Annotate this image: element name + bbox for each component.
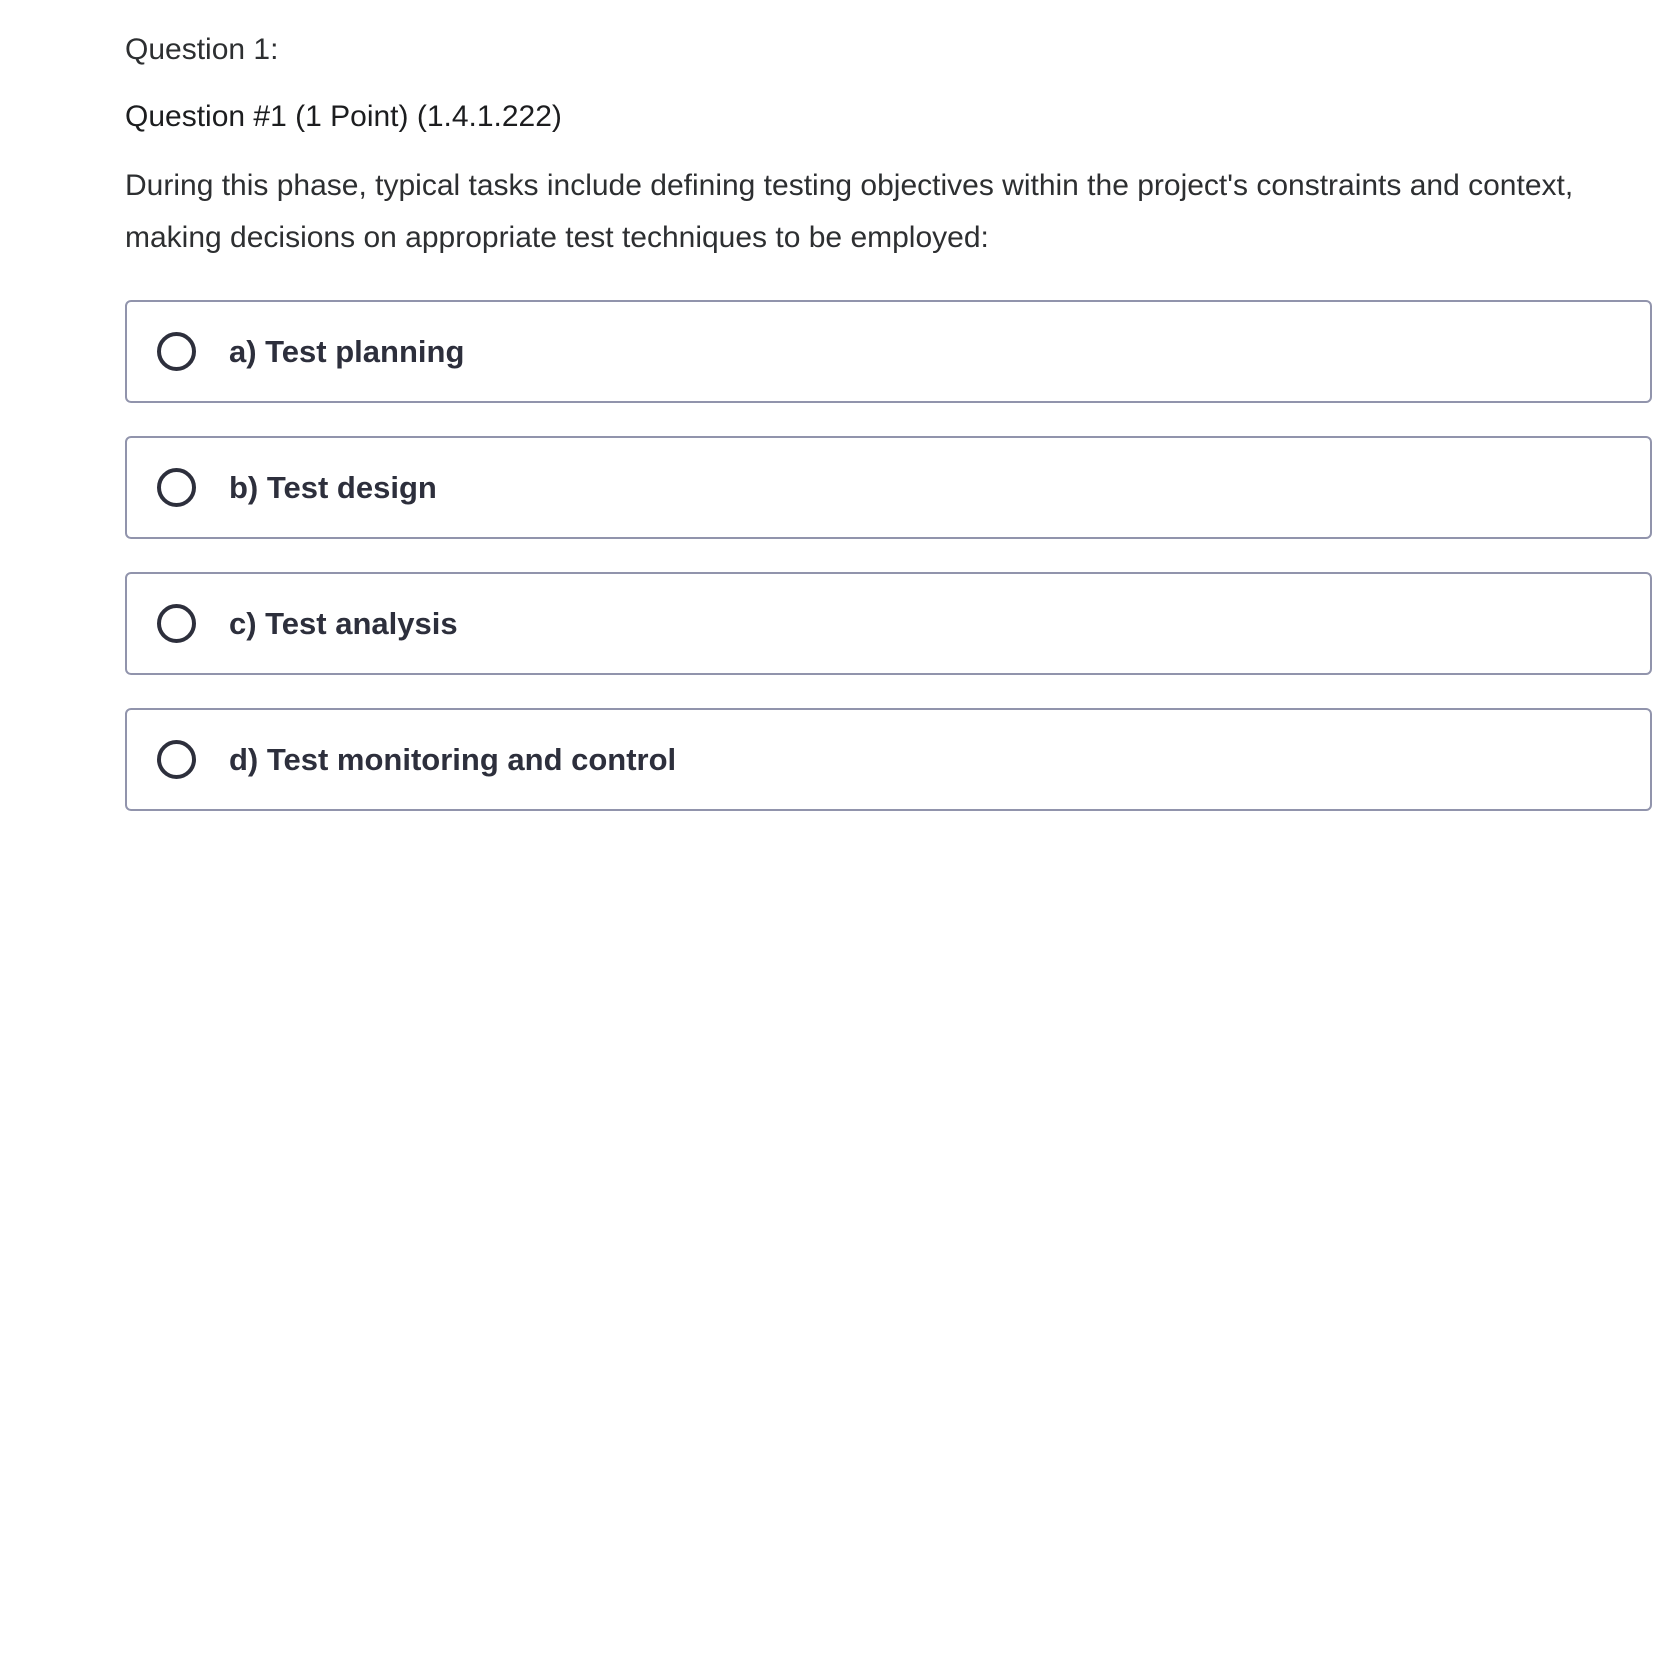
question-number-label: Question 1: bbox=[125, 33, 279, 66]
answer-option-label: b) Test design bbox=[229, 469, 437, 505]
answer-option-a[interactable] bbox=[125, 300, 1652, 403]
answer-option-label: d) Test monitoring and control bbox=[229, 741, 677, 777]
answer-option-c[interactable] bbox=[125, 572, 1652, 675]
answer-option-b[interactable] bbox=[125, 436, 1652, 539]
quiz-container bbox=[125, 28, 1652, 811]
answer-option-label: c) Test analysis bbox=[229, 605, 458, 641]
answer-option-label: a) Test planning bbox=[229, 333, 465, 369]
question-prompt: During this phase, typical tasks include defining testing objectives within the project's constraints and context, making decisions on appropriate test techniques to be employed: bbox=[125, 169, 1574, 254]
radio-button-b[interactable] bbox=[157, 468, 196, 507]
radio-button-a[interactable] bbox=[157, 332, 196, 371]
radio-button-d[interactable] bbox=[157, 740, 196, 779]
answer-options bbox=[125, 300, 1652, 811]
question-heading: Question #1 (1 Point) (1.4.1.222) bbox=[125, 100, 562, 133]
radio-button-c[interactable] bbox=[157, 604, 196, 643]
answer-option-d[interactable] bbox=[125, 708, 1652, 811]
